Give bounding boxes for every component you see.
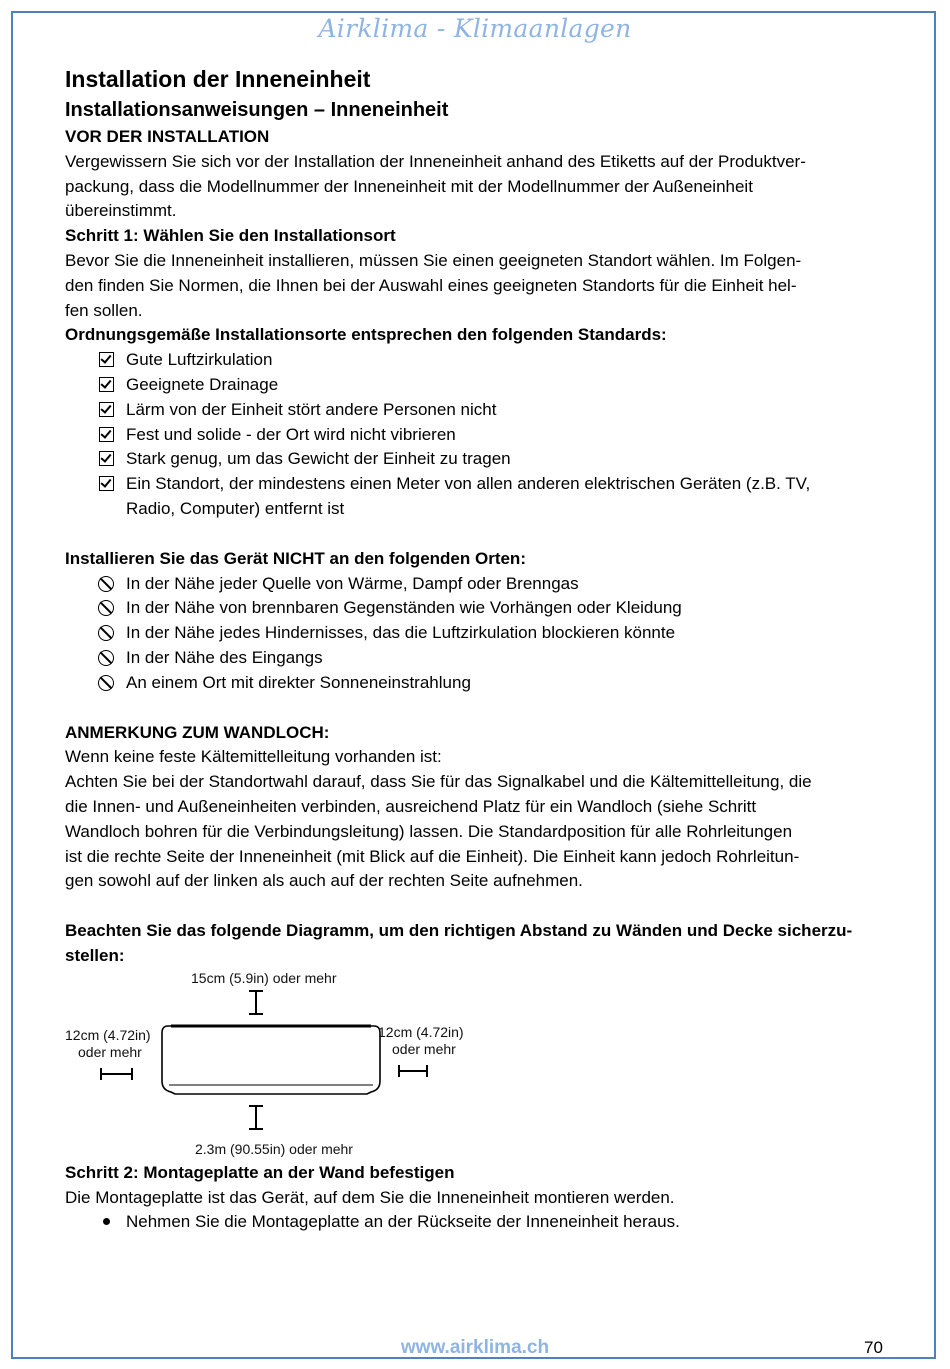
right-clearance-marker — [399, 1065, 427, 1077]
prohibited-icon — [96, 621, 116, 646]
left-clearance-marker — [101, 1068, 132, 1080]
list-item-text: Stark genug, um das Gewicht der Einheit zu tragen — [126, 449, 511, 469]
indoor-unit-outline — [162, 1026, 380, 1094]
checkbox-checked-icon — [96, 398, 116, 423]
step2-text: Die Montageplatte ist das Gerät, auf dem Sie die Inneneinheit montieren werden. — [65, 1187, 675, 1207]
standards-list — [65, 348, 887, 522]
list-item — [65, 398, 887, 423]
right-clearance-label: 12cm (4.72in) — [378, 1023, 464, 1040]
right-clearance-label: oder mehr — [392, 1040, 456, 1057]
checkbox-checked-icon — [96, 472, 116, 497]
avoid-heading: Installieren Sie das Gerät NICHT an den folgenden Orten: — [65, 548, 526, 568]
clearance-diagram-drawing — [65, 969, 887, 1161]
prohibited-icon — [96, 671, 116, 696]
avoid-list — [65, 572, 887, 696]
page-subtitle: Installationsanweisungen – Inneneinheit — [65, 99, 449, 121]
list-item — [65, 646, 887, 671]
list-item-text: In der Nähe jeder Quelle von Wärme, Dampf oder Brenngas — [126, 573, 579, 593]
wall-note-line: Achten Sie bei der Standortwahl darauf, dass Sie für das Signalkabel und die Kältemittelleitung, die — [65, 772, 812, 792]
checkbox-checked-icon — [96, 373, 116, 398]
brand-header: Airklima - Klimaanlagen — [318, 14, 632, 43]
main-content — [65, 63, 887, 1235]
left-clearance-label: oder mehr — [78, 1043, 142, 1060]
wall-note-intro: Wenn keine feste Kältemittelleitung vorhanden ist: — [65, 747, 442, 767]
step2-heading: Schritt 2: Montageplatte an der Wand befestigen — [65, 1162, 455, 1182]
step1-heading: Schritt 1: Wählen Sie den Installationsort — [65, 226, 396, 246]
bottom-clearance-label: 2.3m (90.55in) oder mehr — [195, 1140, 353, 1157]
checkbox-checked-icon — [96, 348, 116, 373]
wall-note-line: ist die rechte Seite der Inneneinheit (mit Blick auf die Einheit). Die Einheit kann jedoch Rohrleitun- — [65, 846, 800, 866]
before-line: packung, dass die Modellnummer der Inneneinheit mit der Modellnummer der Außeneinheit — [65, 176, 753, 196]
bullet-icon — [96, 1210, 116, 1235]
step1-line: den finden Sie Normen, die Ihnen bei der Auswahl eines geeigneten Standorts für die Einheit hel- — [65, 275, 797, 295]
list-item-text: In der Nähe des Eingangs — [126, 647, 323, 667]
list-item-text: In der Nähe von brennbaren Gegenständen wie Vorhängen oder Kleidung — [126, 598, 682, 618]
clearance-heading: stellen: — [65, 945, 125, 965]
list-item-text: In der Nähe jedes Hindernisses, das die Luftzirkulation blockieren könnte — [126, 623, 676, 643]
list-item-text: Radio, Computer) entfernt ist — [126, 498, 345, 518]
list-item — [65, 348, 887, 373]
list-item-text: Lärm von der Einheit stört andere Personen nicht — [126, 399, 497, 419]
step1-line: fen sollen. — [65, 300, 143, 320]
list-item-text: Ein Standort, der mindestens einen Meter von allen anderen elektrischen Geräten (z.B. TV, — [126, 474, 811, 494]
wall-note-line: gen sowohl auf der linken als auch auf der rechten Seite aufnehmen. — [65, 871, 583, 891]
list-item — [65, 671, 887, 696]
wall-note-line: Wandloch bohren für die Verbindungsleitung) lassen. Die Standardposition für alle Rohrleitungen — [65, 821, 793, 841]
page-title: Installation der Inneneinheit — [65, 66, 371, 92]
clearance-diagram — [65, 969, 887, 1161]
clearance-heading: Beachten Sie das folgende Diagramm, um den richtigen Abstand zu Wänden und Decke sicherzu- — [65, 921, 853, 941]
checkbox-checked-icon — [96, 447, 116, 472]
list-item-text: Fest und solide - der Ort wird nicht vibrieren — [126, 424, 456, 444]
wall-note-line: die Innen- und Außeneinheiten verbinden, ausreichend Platz für ein Wandloch (siehe Schritt — [65, 796, 757, 816]
prohibited-icon — [96, 646, 116, 671]
list-item — [65, 596, 887, 621]
footer-url[interactable]: www.airklima.ch — [400, 1337, 550, 1358]
list-item — [65, 621, 887, 646]
list-item — [65, 423, 887, 448]
list-item-text: Gute Luftzirkulation — [126, 350, 273, 370]
before-heading: VOR DER INSTALLATION — [65, 127, 270, 146]
step1-line: Bevor Sie die Inneneinheit installieren, müssen Sie einen geeigneten Standort wählen. Im Folgen- — [65, 250, 802, 270]
list-item-text: Geeignete Drainage — [126, 374, 279, 394]
prohibited-icon — [96, 572, 116, 597]
standards-heading: Ordnungsgemäße Installationsorte entsprechen den folgenden Standards: — [65, 325, 667, 345]
top-clearance-label: 15cm (5.9in) oder mehr — [191, 969, 337, 986]
list-item — [65, 1210, 887, 1235]
list-item — [65, 447, 887, 472]
before-line: Vergewissern Sie sich vor der Installation der Inneneinheit anhand des Etiketts auf der Produktver- — [65, 151, 806, 171]
before-line: übereinstimmt. — [65, 201, 177, 221]
step2-list — [65, 1210, 887, 1235]
bottom-clearance-marker — [249, 1106, 263, 1129]
list-item — [65, 572, 887, 597]
wall-note-heading: ANMERKUNG ZUM WANDLOCH: — [65, 722, 330, 742]
top-clearance-marker — [249, 991, 263, 1014]
list-item-text: An einem Ort mit direkter Sonneneinstrahlung — [126, 672, 471, 692]
list-item — [65, 472, 887, 522]
list-item — [65, 373, 887, 398]
prohibited-icon — [96, 596, 116, 621]
left-clearance-label: 12cm (4.72in) — [65, 1026, 151, 1043]
checkbox-checked-icon — [96, 423, 116, 448]
list-item-text: Nehmen Sie die Montageplatte an der Rückseite der Inneneinheit heraus. — [126, 1212, 680, 1232]
page-number: 70 — [864, 1338, 883, 1357]
